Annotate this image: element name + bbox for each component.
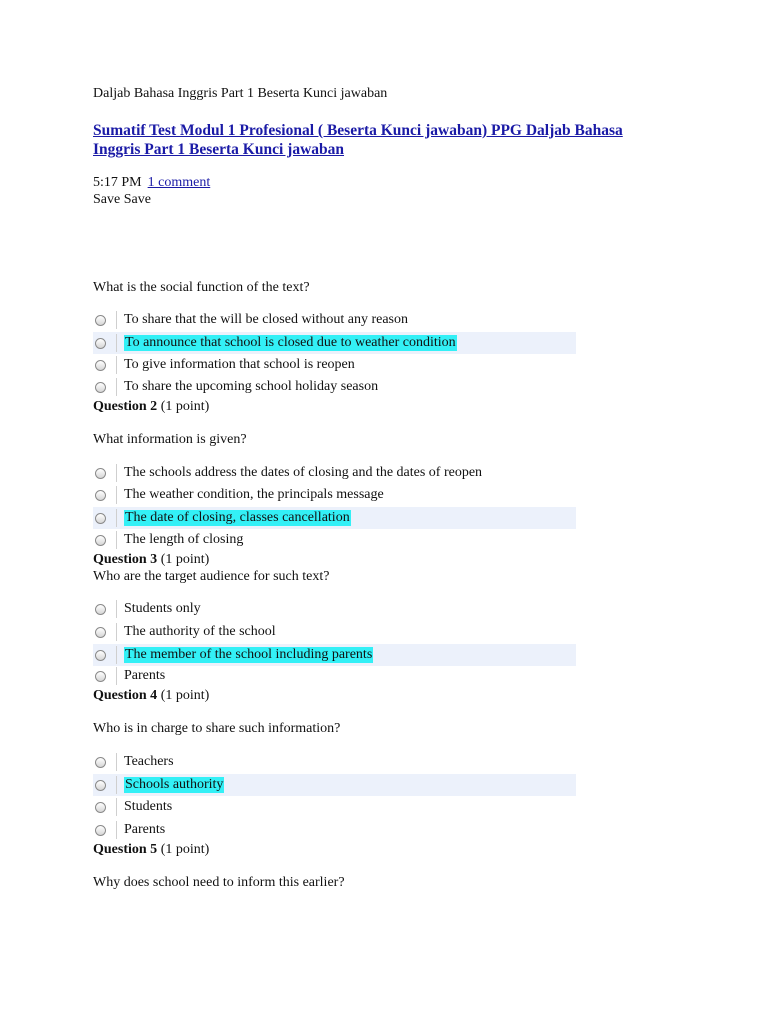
radio-button-icon[interactable] <box>95 627 106 638</box>
radio-button-icon[interactable] <box>95 757 106 768</box>
option-divider <box>116 531 117 549</box>
answer-option[interactable] <box>93 354 576 376</box>
answer-option[interactable] <box>93 598 576 620</box>
answer-option[interactable] <box>93 665 576 687</box>
option-divider <box>116 311 117 329</box>
question-number: Question 4 <box>93 688 158 703</box>
answer-option[interactable] <box>93 796 576 818</box>
question-prompt: Why does school need to inform this earlier? <box>93 875 345 890</box>
radio-button-icon[interactable] <box>95 360 106 371</box>
option-divider <box>116 356 117 374</box>
option-divider <box>116 667 117 685</box>
question-prompt: What is the social function of the text? <box>93 280 310 295</box>
answer-option-selected[interactable] <box>93 332 576 354</box>
question-header <box>93 552 209 568</box>
option-label: Students only <box>124 601 201 616</box>
option-divider <box>116 378 117 396</box>
question-points: (1 point) <box>160 399 210 414</box>
question-points: (1 point) <box>160 552 210 567</box>
option-divider <box>116 334 117 352</box>
radio-button-icon[interactable] <box>95 802 106 813</box>
option-divider <box>116 821 117 839</box>
answer-option[interactable] <box>93 621 576 643</box>
option-label: The schools address the dates of closing and the dates of reopen <box>124 465 483 480</box>
radio-button-icon[interactable] <box>95 382 106 393</box>
answer-option[interactable] <box>93 819 576 841</box>
question-header <box>93 688 209 704</box>
option-divider <box>116 623 117 641</box>
radio-button-icon[interactable] <box>95 490 106 501</box>
radio-button-icon[interactable] <box>95 671 106 682</box>
question-header <box>93 842 209 858</box>
option-label: Teachers <box>124 754 174 769</box>
question-prompt: Who are the target audience for such text? <box>93 569 330 584</box>
post-time: 5:17 PM <box>93 175 142 190</box>
question-prompt: Who is in charge to share such information? <box>93 721 341 736</box>
option-label-highlighted: The member of the school including parents <box>125 647 373 662</box>
question-points: (1 point) <box>160 688 210 703</box>
radio-button-icon[interactable] <box>95 468 106 479</box>
answer-option-selected[interactable] <box>93 774 576 796</box>
option-divider <box>116 753 117 771</box>
option-label-highlighted: To announce that school is closed due to weather condition <box>125 335 456 350</box>
radio-button-icon[interactable] <box>95 315 106 326</box>
option-label: Students <box>124 799 173 814</box>
option-divider <box>116 646 117 664</box>
radio-button-icon[interactable] <box>95 513 106 524</box>
option-divider <box>116 509 117 527</box>
answer-option[interactable] <box>93 484 576 506</box>
option-label-highlighted: The date of closing, classes cancellation <box>125 510 350 525</box>
answer-option[interactable] <box>93 376 576 398</box>
comment-link[interactable]: 1 comment <box>147 175 211 190</box>
answer-option[interactable] <box>93 529 576 551</box>
option-label: The weather condition, the principals message <box>124 487 384 502</box>
answer-option[interactable] <box>93 751 576 773</box>
option-divider <box>116 600 117 618</box>
option-label: To share the upcoming school holiday season <box>124 379 379 394</box>
option-divider <box>116 798 117 816</box>
radio-button-icon[interactable] <box>95 338 106 349</box>
post-title-link[interactable]: Sumatif Test Modul 1 Profesional ( Beserta Kunci jawaban) PPG Daljab Bahasa Inggris Part 1 Beserta Kunci jawaban <box>93 122 623 158</box>
radio-button-icon[interactable] <box>95 604 106 615</box>
answer-option-selected[interactable] <box>93 644 576 666</box>
question-number: Question 3 <box>93 552 158 567</box>
option-label: Parents <box>124 668 166 683</box>
option-label: To share that the will be closed without any reason <box>124 312 408 327</box>
post-meta <box>93 175 210 191</box>
option-label: Parents <box>124 822 166 837</box>
answer-option[interactable] <box>93 462 576 484</box>
option-label: The authority of the school <box>124 624 276 639</box>
question-header <box>93 399 209 415</box>
answer-option[interactable] <box>93 309 576 331</box>
option-label: The length of closing <box>124 532 244 547</box>
option-label: To give information that school is reopen <box>124 357 355 372</box>
radio-button-icon[interactable] <box>95 780 106 791</box>
radio-button-icon[interactable] <box>95 650 106 661</box>
answer-option-selected[interactable] <box>93 507 576 529</box>
question-number: Question 2 <box>93 399 158 414</box>
radio-button-icon[interactable] <box>95 535 106 546</box>
question-points: (1 point) <box>160 842 210 857</box>
option-divider <box>116 486 117 504</box>
option-divider <box>116 464 117 482</box>
option-label-highlighted: Schools authority <box>125 777 224 792</box>
save-text: Save Save <box>93 192 151 207</box>
question-number: Question 5 <box>93 842 158 857</box>
question-prompt: What information is given? <box>93 432 247 447</box>
radio-button-icon[interactable] <box>95 825 106 836</box>
document-title: Daljab Bahasa Inggris Part 1 Beserta Kunci jawaban <box>93 86 388 101</box>
option-divider <box>116 776 117 794</box>
